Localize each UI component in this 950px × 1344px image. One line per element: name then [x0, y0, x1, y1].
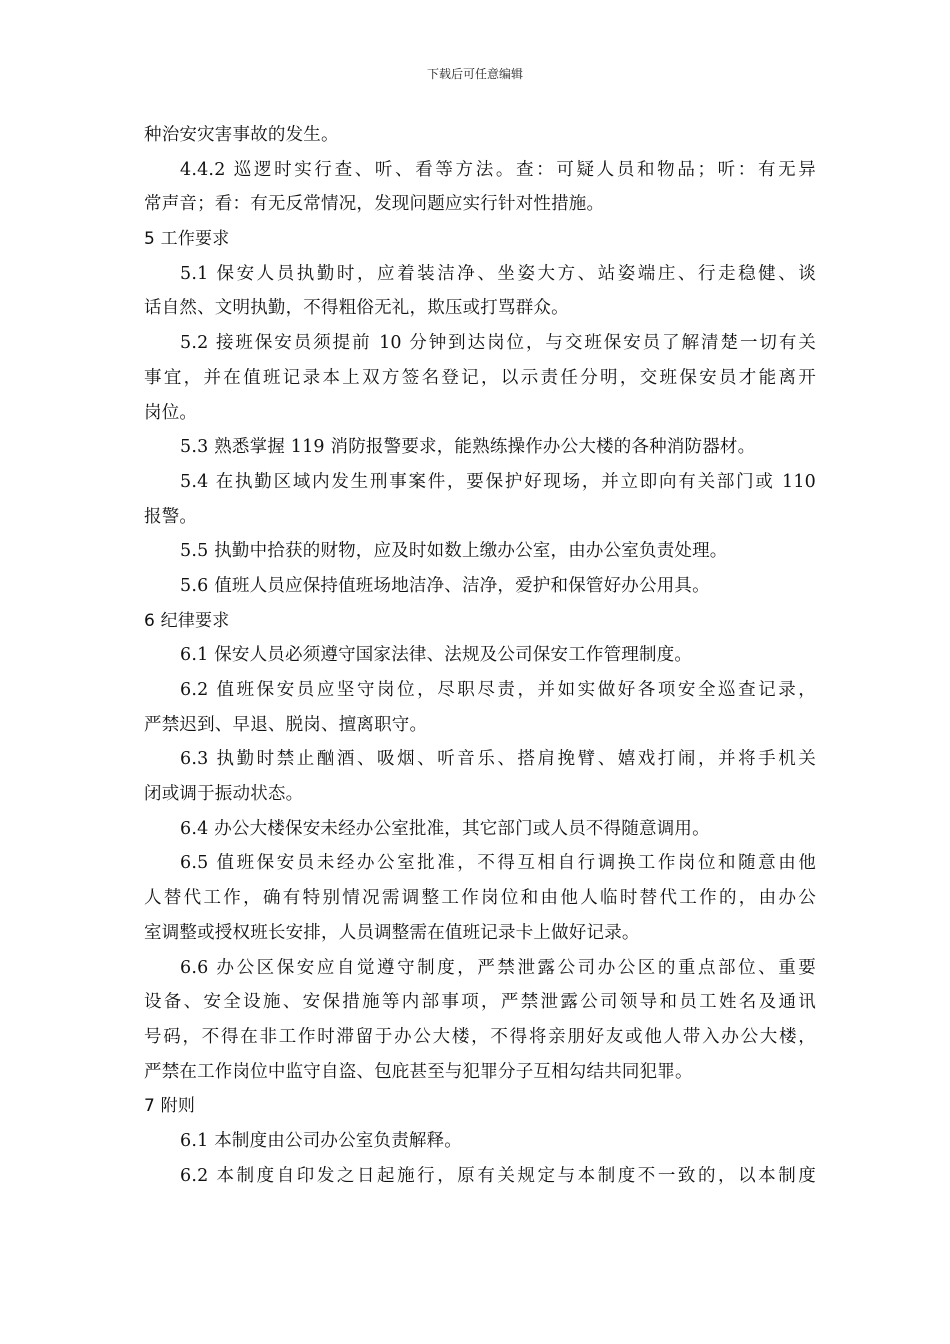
text-line: 室调整或授权班长安排，人员调整需在值班记录卡上做好记录。 [144, 922, 640, 943]
text-line: 设备、安全设施、安保措施等内部事项，严禁泄露公司领导和员工姓名及通讯 [144, 992, 816, 1013]
text-line: 话自然、文明执勤，不得粗俗无礼，欺压或打骂群众。 [144, 298, 569, 319]
text-line: 闭或调于振动状态。 [144, 784, 304, 805]
section-heading: 7 附则 [144, 1096, 196, 1117]
text-line: 常声音；看：有无反常情况，发现问题应实行针对性措施。 [144, 194, 605, 215]
text-line: 6.6 办公区保安应自觉遵守制度，严禁泄露公司办公区的重点部位、重要 [180, 957, 816, 978]
text-line: 6.4 办公大楼保安未经办公室批准，其它部门或人员不得随意调用。 [180, 818, 710, 839]
text-line: 号码，不得在非工作时滞留于办公大楼，不得将亲朋好友或他人带入办公大楼， [144, 1026, 816, 1047]
section-heading: 6 纪律要求 [144, 610, 230, 631]
text-line: 种治安灾害事故的发生。 [144, 125, 339, 145]
section-heading: 5 工作要求 [144, 229, 230, 250]
text-line: 人替代工作，确有特别情况需调整工作岗位和由他人临时替代工作的，由办公 [144, 888, 816, 909]
document-body [144, 118, 816, 1193]
text-line: 5.3 熟悉掌握 119 消防报警要求，能熟练操作办公大楼的各种消防器材。 [180, 437, 756, 458]
text-line: 严禁在工作岗位中监守自盗、包庇甚至与犯罪分子互相勾结共同犯罪。 [144, 1061, 693, 1082]
text-line: 岗位。 [144, 402, 198, 423]
text-line: 5.5 执勤中拾获的财物，应及时如数上缴办公室，由办公室负责处理。 [180, 541, 728, 562]
text-line: 报警。 [144, 506, 198, 527]
text-line: 事宜，并在值班记录本上双方签名登记，以示责任分明，交班保安员才能离开 [144, 367, 816, 388]
text-line: 4.4.2 巡逻时实行查、听、看等方法。查：可疑人员和物品；听：有无异 [180, 159, 816, 180]
text-line: 6.1 本制度由公司办公室负责解释。 [180, 1130, 462, 1151]
text-line: 6.2 本制度自印发之日起施行，原有关规定与本制度不一致的，以本制度 [180, 1165, 816, 1186]
text-line: 5.1 保安人员执勤时，应着装洁净、坐姿大方、站姿端庄、行走稳健、谈 [180, 263, 816, 284]
text-line: 6.5 值班保安员未经办公室批准，不得互相自行调换工作岗位和随意由他 [180, 853, 816, 874]
text-line: 5.6 值班人员应保持值班场地洁净、洁净，爱护和保管好办公用具。 [180, 575, 710, 596]
page-header: 下载后可任意编辑 [426, 67, 523, 81]
text-line: 5.2 接班保安员须提前 10 分钟到达岗位，与交班保安员了解清楚一切有关 [180, 333, 816, 354]
text-line: 严禁迟到、早退、脱岗、擅离职守。 [144, 714, 428, 735]
text-line: 6.1 保安人员必须遵守国家法律、法规及公司保安工作管理制度。 [180, 645, 693, 666]
text-line: 5.4 在执勤区域内发生刑事案件，要保护好现场，并立即向有关部门或 110 [180, 471, 816, 492]
text-line: 6.3 执勤时禁止酗酒、吸烟、听音乐、搭肩挽臂、嬉戏打闹，并将手机关 [180, 749, 816, 770]
text-line: 6.2 值班保安员应坚守岗位，尽职尽责，并如实做好各项安全巡查记录， [180, 680, 816, 700]
